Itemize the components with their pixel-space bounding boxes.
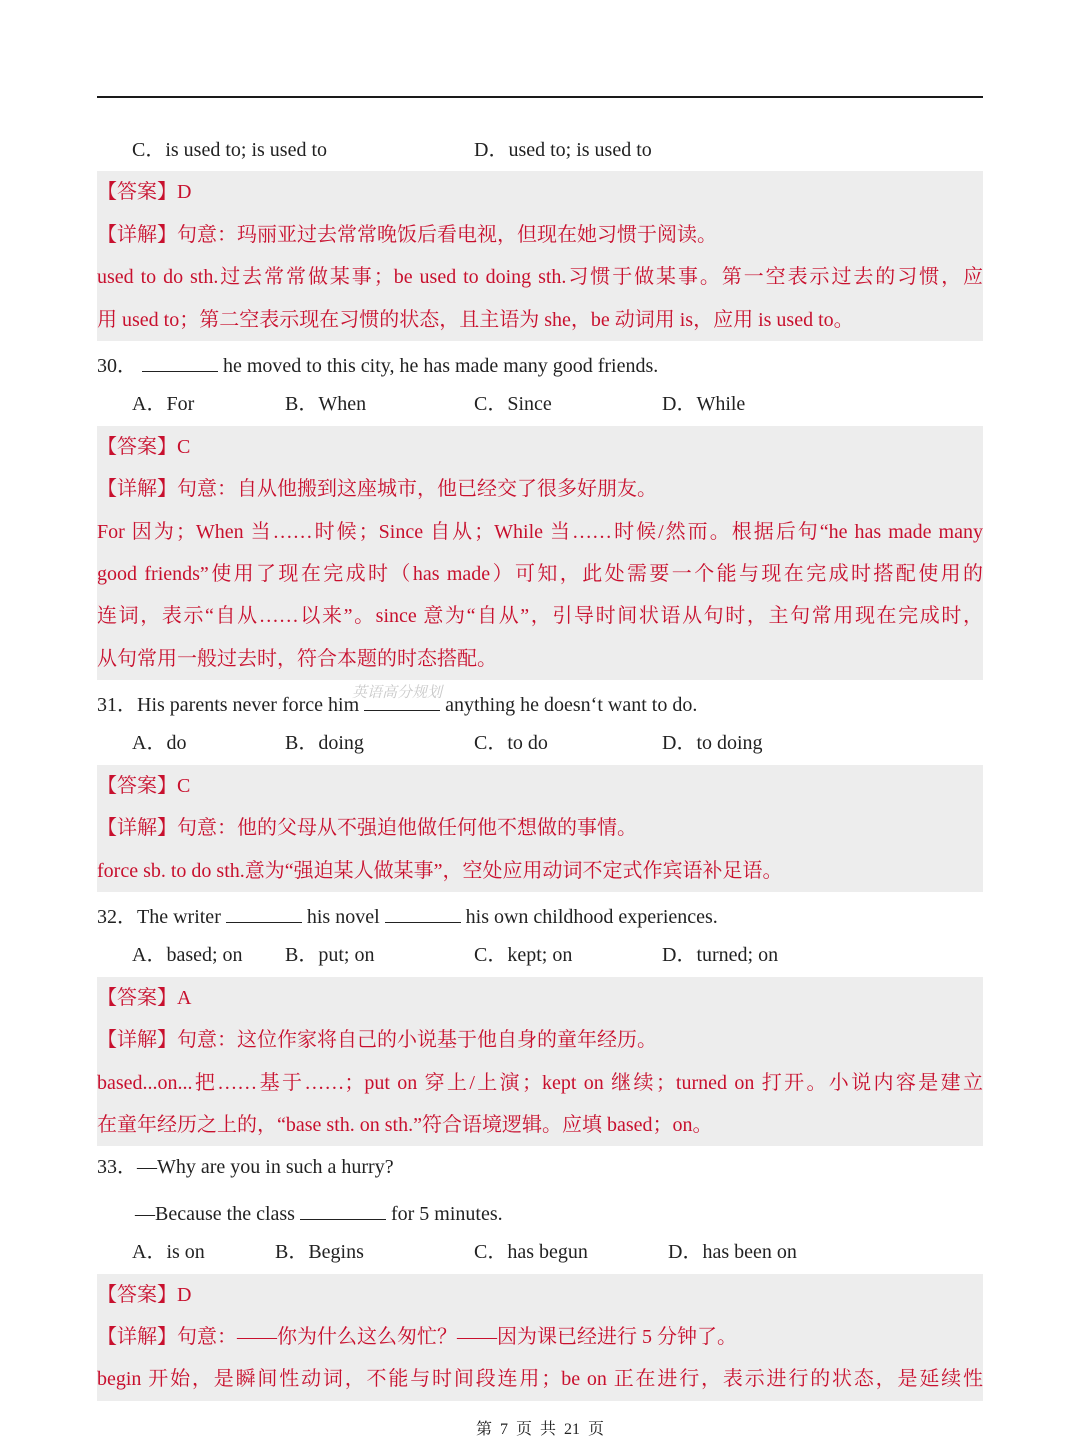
footer-page-word: 页 (515, 1421, 532, 1438)
footer-prefix: 第 (475, 1421, 492, 1438)
q32-options (97, 934, 983, 976)
q31-explain-2: force sb. to do sth.意为“强迫某人做某事”，空处应用动词不定式作宾语补足语。 (97, 850, 983, 892)
q33-blank (300, 1189, 386, 1220)
q29-options (97, 129, 983, 171)
q32-number: 32． (97, 906, 137, 929)
q30-explain-4: 连词，表示“自从……以来”。since 意为“自从”，引导时间状语从句时，主句常用现在完成时， (97, 595, 983, 637)
q31-stem-after: anything he doesn‘t want to do. (440, 694, 698, 717)
q30-option-c: C．Since (474, 393, 552, 416)
q33-answer: 【答案】D (97, 1274, 983, 1316)
q29-explain-2: used to do sth.过去常常做某事；be used to doing sth.习惯于做某事。第一空表示过去的习惯，应 (97, 256, 983, 298)
q33-stem-question: —Why are you in such a hurry? (137, 1156, 394, 1179)
q31-option-b: B．doing (285, 732, 364, 755)
q33-stem-after: for 5 minutes. (385, 1202, 503, 1225)
q32-stem-p3: his own childhood experiences. (460, 906, 718, 929)
q30-option-a: A．For (132, 393, 195, 416)
q32-option-a: A．based; on (132, 944, 243, 967)
page-footer (0, 1416, 1080, 1439)
q31-answer: 【答案】C (97, 765, 983, 807)
q32-blank-1 (226, 892, 302, 923)
q33-option-b: B．Begins (275, 1241, 364, 1264)
q33-stem-1 (97, 1146, 983, 1188)
q32-stem-p1: The writer (137, 906, 226, 929)
q30-explain-1: 【详解】句意：自从他搬到这座城市，他已经交了很多好朋友。 (97, 468, 983, 510)
footer-page-number: 7 (499, 1421, 508, 1438)
footer-suffix: 页 (588, 1421, 605, 1438)
q32-option-c: C．kept; on (474, 944, 573, 967)
q30-option-b: B．When (285, 393, 367, 416)
q30-blank (142, 341, 218, 372)
footer-total-pages: 21 (564, 1421, 581, 1438)
q30-option-d: D．While (662, 393, 746, 416)
q33-option-a: A．is on (132, 1241, 205, 1264)
q31-option-c: C．to do (474, 732, 548, 755)
q32-option-b: B．put; on (285, 944, 375, 967)
q30-answer: 【答案】C (97, 426, 983, 468)
q29-option-c: C．is used to; is used to (132, 139, 328, 161)
q32-stem-p2: his novel (301, 906, 385, 929)
q33-stem-before: —Because the class (135, 1202, 300, 1225)
q32-option-d: D．turned; on (662, 944, 779, 967)
q33-option-d: D．has been on (668, 1241, 797, 1264)
q30-number: 30． (97, 354, 137, 377)
q32-explain-2: based...on...把……基于……；put on 穿上/上演；kept on 继续；turned on 打开。小说内容是建立 (97, 1062, 983, 1104)
q31-number: 31． (97, 694, 137, 717)
page-content (97, 129, 983, 1401)
q32-stem (97, 892, 983, 934)
q30-stem (97, 341, 983, 383)
q30-explain-3: good friends”使用了现在完成时（has made）可知，此处需要一个能与现在完成时搭配使用的 (97, 553, 983, 595)
q33-explain-1: 【详解】句意：——你为什么这么匆忙？——因为课已经进行 5 分钟了。 (97, 1316, 983, 1358)
q30-explain-2: For 因为；When 当……时候；Since 自从；While 当……时候/然而。根据后句“he has made many (97, 511, 983, 553)
q31-stem-before: His parents never force him (137, 694, 365, 717)
q33-stem-2 (97, 1189, 983, 1231)
q31-option-a: A．do (132, 732, 187, 755)
q32-blank-2 (385, 892, 461, 923)
q29-option-d: D．used to; is used to (474, 139, 652, 161)
q31-option-d: D．to doing (662, 732, 763, 755)
q30-explain-5: 从句常用一般过去时，符合本题的时态搭配。 (97, 638, 983, 680)
q33-option-c: C．has begun (474, 1241, 588, 1264)
q33-options (97, 1231, 983, 1273)
footer-total-word: 共 (540, 1421, 557, 1438)
header-rule (97, 96, 983, 98)
q29-answer: 【答案】D (97, 171, 983, 213)
q30-stem-text: he moved to this city, he has made many good friends. (223, 354, 659, 377)
watermark: 英语高分规划 (352, 685, 443, 701)
q32-answer: 【答案】A (97, 977, 983, 1019)
q29-explain-3: 用 used to；第二空表示现在习惯的状态，且主语为 she，be 动词用 is，应用 is used to。 (97, 299, 983, 341)
q31-stem (97, 680, 983, 722)
q31-options (97, 722, 983, 764)
q32-explain-3: 在童年经历之上的，“base sth. on sth.”符合语境逻辑。应填 based；on。 (97, 1104, 983, 1146)
q32-explain-1: 【详解】句意：这位作家将自己的小说基于他自身的童年经历。 (97, 1019, 983, 1061)
q31-explain-1: 【详解】句意：他的父母从不强迫他做任何他不想做的事情。 (97, 807, 983, 849)
q33-explain-2: begin 开始，是瞬间性动词，不能与时间段连用；be on 正在进行，表示进行的状态，是延续性 (97, 1358, 983, 1400)
q29-explain-1: 【详解】句意：玛丽亚过去常常晚饭后看电视，但现在她习惯于阅读。 (97, 214, 983, 256)
q30-options (97, 383, 983, 425)
q33-number: 33． (97, 1156, 137, 1179)
